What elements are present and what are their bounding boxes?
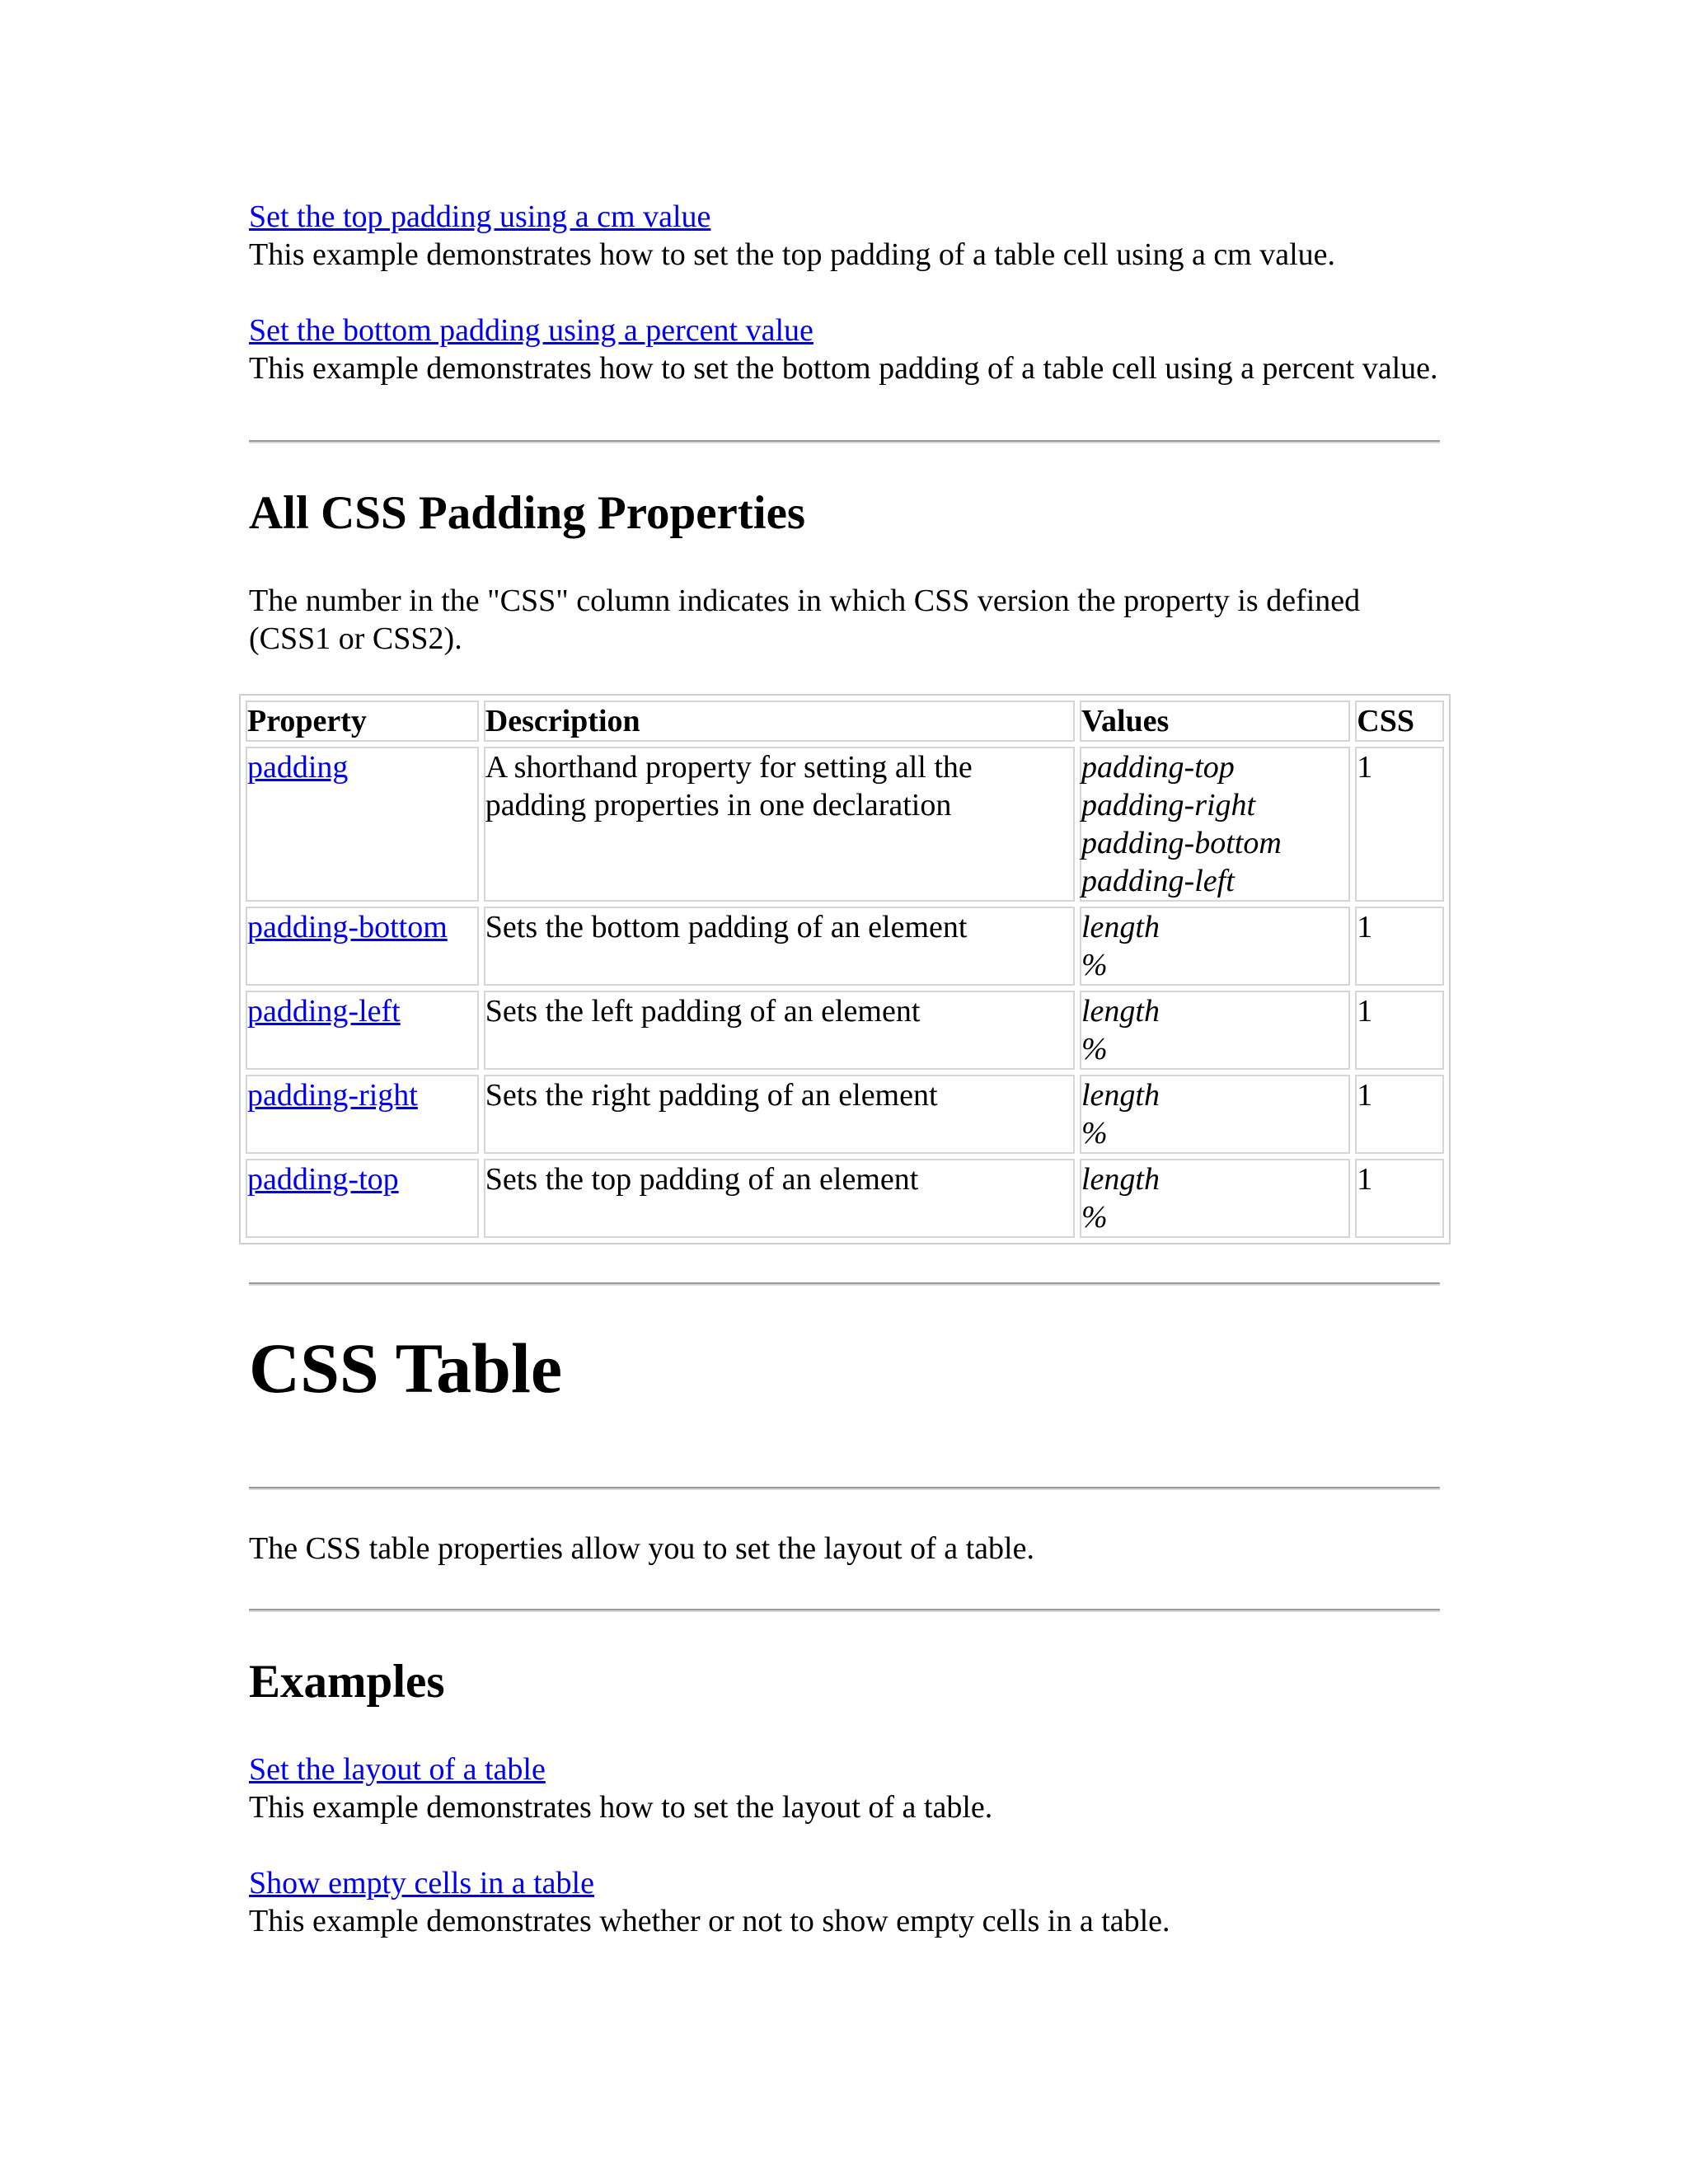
example-link-empty-cells[interactable]: Show empty cells in a table: [249, 1866, 594, 1900]
document-content: [249, 198, 1440, 1940]
example-link-bottom-padding[interactable]: Set the bottom padding using a percent value: [249, 313, 814, 348]
values-cell: [1080, 907, 1350, 986]
css-version-cell: 1: [1355, 907, 1444, 986]
value-item: %: [1081, 948, 1108, 982]
example-table-layout: [249, 1750, 1440, 1826]
description-cell: Sets the top padding of an element: [484, 1159, 1075, 1238]
values-cell: [1080, 1159, 1350, 1238]
values-cell: [1080, 747, 1350, 902]
table-row: [246, 1075, 1444, 1154]
values-cell: [1080, 991, 1350, 1070]
table-row: [246, 1159, 1444, 1238]
example-link-top-padding[interactable]: Set the top padding using a cm value: [249, 199, 711, 234]
value-item: padding-top: [1081, 750, 1235, 785]
css-table-intro: The CSS table properties allow you to set the layout of a table.: [249, 1531, 1034, 1566]
property-link-padding-top[interactable]: padding-top: [247, 1162, 399, 1197]
example-description: This example demonstrates how to set the layout of a table.: [249, 1790, 993, 1825]
table-row: [246, 747, 1444, 902]
description-cell: Sets the bottom padding of an element: [484, 907, 1075, 986]
value-item: %: [1081, 1200, 1108, 1235]
example-empty-cells: [249, 1864, 1440, 1940]
example-bottom-padding: [249, 312, 1440, 387]
property-cell: [246, 747, 479, 902]
property-cell: [246, 991, 479, 1070]
property-cell: [246, 1159, 479, 1238]
value-item: padding-left: [1081, 864, 1235, 898]
example-top-padding: [249, 198, 1440, 274]
divider: [249, 1487, 1440, 1490]
css-version-cell: 1: [1355, 1075, 1444, 1154]
property-cell: [246, 1075, 479, 1154]
property-link-padding[interactable]: padding: [247, 750, 349, 785]
css-version-cell: 1: [1355, 1159, 1444, 1238]
property-link-padding-left[interactable]: padding-left: [247, 994, 401, 1029]
css-table-examples: [249, 1750, 1440, 1940]
padding-properties-table-wrapper: [239, 694, 1440, 1244]
value-item: length: [1081, 1162, 1160, 1197]
example-link-table-layout[interactable]: Set the layout of a table: [249, 1752, 546, 1787]
example-description: This example demonstrates how to set the bottom padding of a table cell using a percent value.: [249, 351, 1438, 386]
css-version-cell: 1: [1355, 991, 1444, 1070]
column-header-css: CSS: [1355, 701, 1444, 742]
column-header-property: Property: [246, 701, 479, 742]
column-header-values: Values: [1080, 701, 1350, 742]
property-cell: [246, 907, 479, 986]
description-cell: Sets the left padding of an element: [484, 991, 1075, 1070]
description-cell: A shorthand property for setting all the padding properties in one declaration: [484, 747, 1075, 902]
value-item: length: [1081, 994, 1160, 1029]
value-item: %: [1081, 1032, 1108, 1066]
divider: [249, 1609, 1440, 1612]
property-link-padding-bottom[interactable]: padding-bottom: [247, 910, 448, 944]
value-item: padding-right: [1081, 788, 1256, 823]
padding-properties-intro: The number in the "CSS" column indicates in which CSS version the property is defined (CSS1 or CSS2).: [249, 583, 1361, 656]
divider: [249, 440, 1440, 443]
example-description: This example demonstrates how to set the top padding of a table cell using a cm value.: [249, 237, 1336, 272]
table-header-row: [246, 701, 1444, 742]
divider: [249, 1282, 1440, 1286]
column-header-description: Description: [484, 701, 1075, 742]
values-cell: [1080, 1075, 1350, 1154]
table-row: [246, 907, 1444, 986]
value-item: %: [1081, 1116, 1108, 1151]
section-heading-padding-properties: All CSS Padding Properties: [249, 487, 806, 539]
example-description: This example demonstrates whether or not to show empty cells in a table.: [249, 1904, 1170, 1938]
section-heading-examples: Examples: [249, 1656, 445, 1708]
padding-properties-table: [239, 694, 1451, 1244]
page-title-css-table: CSS Table: [249, 1329, 563, 1408]
table-row: [246, 991, 1444, 1070]
description-cell: Sets the right padding of an element: [484, 1075, 1075, 1154]
value-item: length: [1081, 1078, 1160, 1113]
value-item: padding-bottom: [1081, 826, 1282, 860]
value-item: length: [1081, 910, 1160, 944]
property-link-padding-right[interactable]: padding-right: [247, 1078, 418, 1113]
css-version-cell: 1: [1355, 747, 1444, 902]
